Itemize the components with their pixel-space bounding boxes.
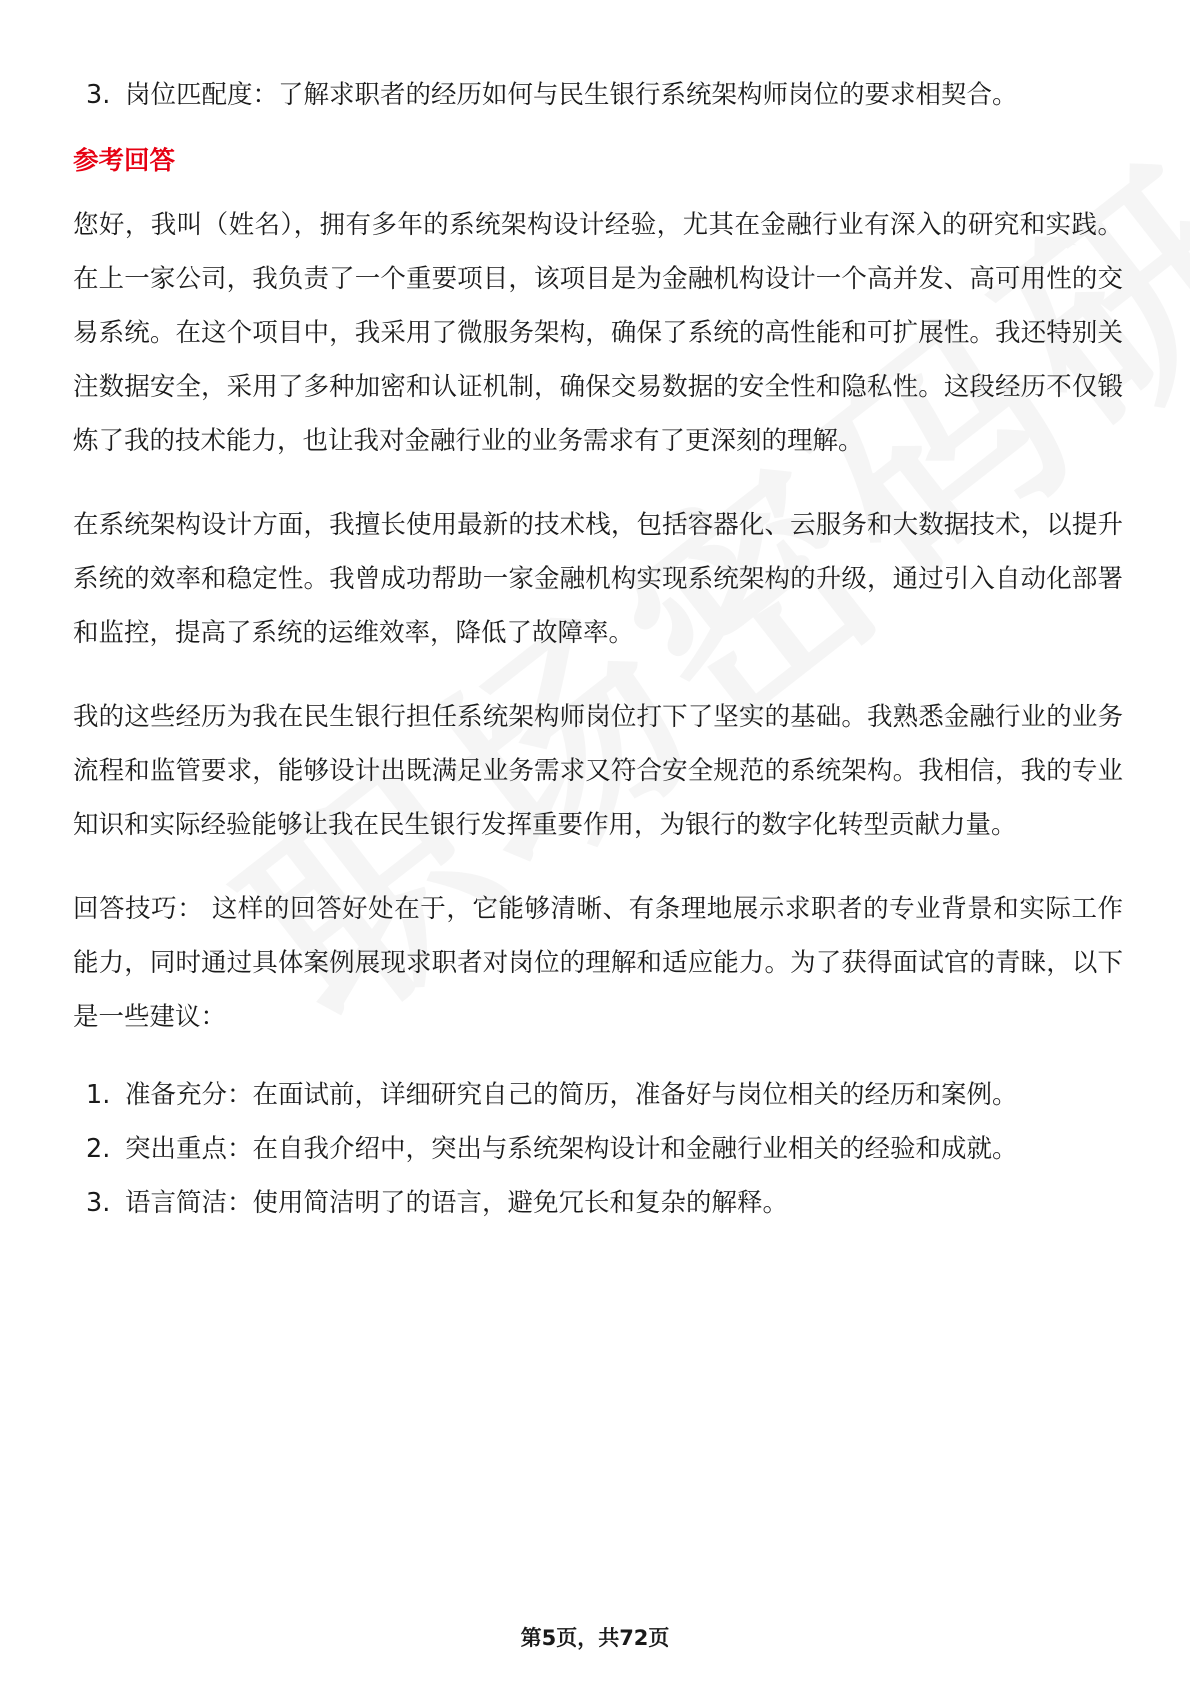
page-number-footer: 第5页，共72页 — [520, 1626, 670, 1650]
list-item-text: 语言简洁：使用简洁明了的语言，避免冗长和复杂的解释。 — [125, 1188, 789, 1218]
list-item — [73, 68, 1123, 122]
list-item-number: 2. — [86, 1134, 111, 1164]
answer-paragraph: 我的这些经历为我在民生银行担任系统架构师岗位打下了坚实的基础。我熟悉金融行业的业务流程和监管要求，能够设计出既满足业务需求又符合安全规范的系统架构。我相信，我的专业知识和实际经验能够让我在民生银行发挥重要作用，为银行的数字化转型贡献力量。 — [73, 702, 1123, 840]
list-item — [73, 1068, 1123, 1122]
list-item — [73, 1122, 1123, 1176]
list-item-number: 3. — [86, 1188, 111, 1218]
list-item-number: 1. — [86, 1080, 111, 1110]
list-item-text: 准备充分：在面试前，详细研究自己的简历，准备好与岗位相关的经历和案例。 — [125, 1080, 1018, 1110]
answer-paragraph: 在系统架构设计方面，我擅长使用最新的技术栈，包括容器化、云服务和大数据技术，以提升系统的效率和稳定性。我曾成功帮助一家金融机构实现系统架构的升级，通过引入自动化部署和监控，提高了系统的运维效率，降低了故障率。 — [73, 510, 1123, 648]
answer-paragraph: 您好，我叫（姓名），拥有多年的系统架构设计经验，尤其在金融行业有深入的研究和实践。在上一家公司，我负责了一个重要项目，该项目是为金融机构设计一个高并发、高可用性的交易系统。在这个项目中，我采用了微服务架构，确保了系统的高性能和可扩展性。我还特别关注数据安全，采用了多种加密和认证机制，确保交易数据的安全性和隐私性。这段经历不仅锻炼了我的技术能力，也让我对金融行业的业务需求有了更深刻的理解。 — [73, 210, 1123, 456]
list-item — [73, 1176, 1123, 1230]
list-item-text: 岗位匹配度：了解求职者的经历如何与民生银行系统架构师岗位的要求相契合。 — [125, 80, 1018, 110]
reference-answer-heading: 参考回答 — [73, 146, 176, 176]
page-content — [73, 68, 1123, 1230]
criteria-list — [73, 68, 1123, 122]
answer-tips-paragraph: 回答技巧： 这样的回答好处在于，它能够清晰、有条理地展示求职者的专业背景和实际工作能力，同时通过具体案例展现求职者对岗位的理解和适应能力。为了获得面试官的青睐，以下是一些建议： — [73, 894, 1123, 1032]
list-item-text: 突出重点：在自我介绍中，突出与系统架构设计和金融行业相关的经验和成就。 — [125, 1134, 1018, 1164]
list-item-number: 3. — [86, 80, 111, 110]
tips-list — [73, 1068, 1123, 1230]
